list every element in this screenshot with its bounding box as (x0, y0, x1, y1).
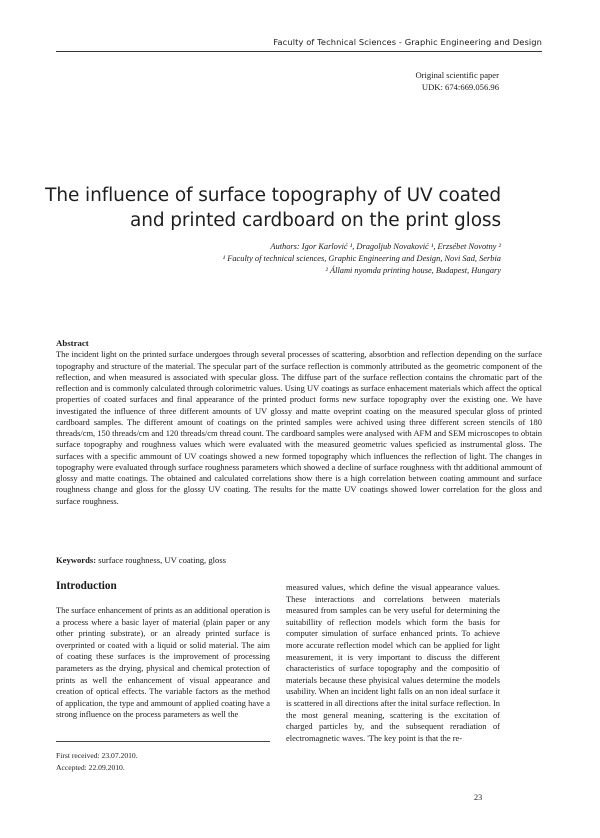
abstract-heading: Abstract (56, 338, 89, 348)
abstract-section (56, 338, 542, 507)
paper-info (415, 69, 499, 93)
affiliation-2: ² Állami nyomda printing house, Budapest, Hungary (325, 266, 501, 275)
keywords-text: surface roughness, UV coating, gloss (96, 555, 227, 565)
received-date: First received: 23.07.2010. (56, 751, 138, 760)
authors-line: Authors: Igor Karlović ¹, Dragoljub Novaković ¹, Erzsébet Novotny ² (270, 242, 501, 251)
keywords-label: Keywords: (56, 555, 97, 565)
title-line-1: The influence of surface topography of UV coated (45, 185, 501, 206)
page-number: 23 (474, 793, 483, 802)
introduction-heading: Introduction (56, 580, 117, 592)
introduction-left-column: The surface enhancement of prints as an additional operation is a process where a basic layer of material (plain paper or any other printing substrate), or an already printed surface is overprinted or coated with a liquid or solid material. The aim of coating these surfaces is the improvement of processing parameters as the drying, physical and chemical protection of prints as well the enhancement of visual appearance and creation of optical effects. The variable factors as the method of application, the type and ammount of applied coating have a strong influence on the process parameters as well the (56, 605, 270, 720)
title-line-2: and printed cardboard on the print gloss (130, 210, 501, 231)
paper-title (40, 183, 501, 233)
paper-type-label: Original scientific paper (415, 70, 499, 80)
udk-code: UDK: 674:669.056.96 (421, 82, 499, 92)
footnotes (56, 750, 138, 773)
keywords-line (56, 555, 542, 565)
accepted-date: Accepted: 22.09.2010. (56, 762, 125, 772)
running-header: Faculty of Technical Sciences - Graphic Engineering and Design (56, 37, 542, 52)
abstract-text: The incident light on the printed surface undergoes through several processes of scattering, absorbtion and reflection depending on the surface topography and structure of the material. The specular part of the surface reflection is commonly attributed as the geometric component of the reflection, and when measured is associated with specular gloss. The diffuse part of the surface reflection contains the chromatic part of the reflection and is commonly calculated through colorimetric values. Using UV coatings as surface enhacement materials which affect the optical properties of coated surfaces and final appearance of the printed product forms new surface topography over the existing one. We have investigated the influence of three different amounts of UV glossy and matte oveprint coating on the measured specular gloss of printed cardboard samples. The different amount of coatings on the printed samples were achived using three different screen stencils of 180 threads/cm, 150 threads/cm and 120 threads/cm thread count. The cardboard samples were analysed with AFM and SEM microscopes to obtain surface topography and roughness values which were evaluated with the measured geometric values speficied as instrumental gloss. The surfaces with a specific ammount of UV coatings showed a new formed topography which influences the reflection of light. The changes in topography were evaluated through surface roughness parameters which showed a decline of surface roughness with tht additional ammount of glossy and matte coatings. The obtained and calculated correlations show there is a high correlation between coating ammount and surface roughness change and gloss for the glossy UV coating. The results for the matte UV coatings showed lower correlation for the gloss and surface roughness. (56, 349, 542, 506)
affiliation-1: ¹ Faculty of technical sciences, Graphic Engineering and Design, Novi Sad, Serbia (222, 254, 501, 263)
footnote-divider (56, 741, 270, 742)
introduction-right-column: measured values, which define the visual appearance values. These interactions and correlations between materials measured from samples can be very useful for determining the suitabillity of reflection models which form the basis for computer simulation of surface enhanced prints. To achieve more accurate reflection model which can be applied for light measurement, it is very important to discuss the different characteristics of surface topography and the compositio of materials because these phyisical values determine the models usability. When an incident light falls on an non ideal surface it is scattered in all directions after the inital surface reflection. In the most general meaning, scattering is the excitation of charged particles by, and the subsequent reradiation of electromagnetic waves. 'The key point is that the re- (286, 582, 500, 743)
authors-block (40, 241, 501, 277)
